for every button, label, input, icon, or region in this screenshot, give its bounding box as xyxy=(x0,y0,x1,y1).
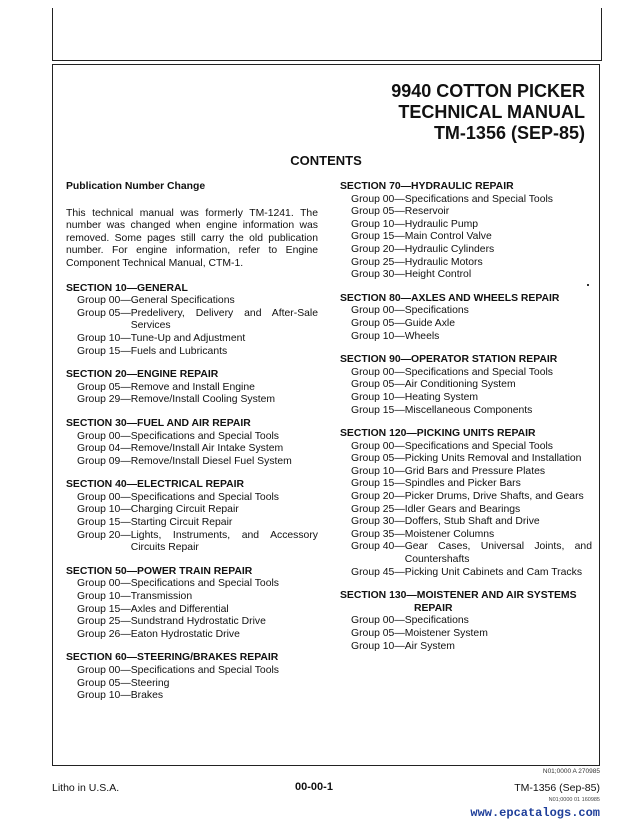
group-label: Group 15— xyxy=(351,404,405,416)
group-label: Group 25— xyxy=(351,256,405,268)
group-entry xyxy=(66,308,318,333)
right-column xyxy=(340,181,592,664)
group-entry xyxy=(66,443,318,456)
section-title: SECTION 120—PICKING UNITS REPAIR xyxy=(340,428,536,440)
group-title: Grid Bars and Pressure Plates xyxy=(404,465,546,477)
group-title: Axles and Differential xyxy=(130,603,229,615)
group-entry xyxy=(340,257,592,270)
group-label: Group 00— xyxy=(351,366,405,378)
group-label: Group 00— xyxy=(77,295,131,307)
group-title: Charging Circuit Repair xyxy=(130,504,239,516)
group-entry xyxy=(340,615,592,628)
group-title: Lights, Instruments, and Accessory Circuits Repair xyxy=(130,529,318,554)
group-label: Group 05— xyxy=(351,317,405,329)
group-label: Group 15— xyxy=(351,231,405,243)
section-title: SECTION 20—ENGINE REPAIR xyxy=(66,369,219,381)
group-label: Group 10— xyxy=(77,591,131,603)
group-title: Specifications and Special Tools xyxy=(130,578,279,590)
group-title: Sundstrand Hydrostatic Drive xyxy=(130,616,266,628)
group-title: General Specifications xyxy=(130,295,235,307)
header-frame xyxy=(52,8,602,61)
group-title: Moistener System xyxy=(404,628,488,639)
group-title: Steering xyxy=(130,677,170,689)
group-title: Gear Cases, Universal Joints, and Countershafts xyxy=(404,541,592,566)
section-block xyxy=(66,283,318,359)
section-block xyxy=(66,418,318,468)
group-entry xyxy=(340,541,592,566)
group-entry xyxy=(340,269,592,282)
group-label: Group 00— xyxy=(77,665,131,676)
group-label: Group 05— xyxy=(77,381,131,393)
footer-code: N01;0000 A 270985 xyxy=(542,768,600,775)
group-label: Group 05— xyxy=(351,453,405,465)
group-label: Group 04— xyxy=(77,443,131,455)
section-title-continued: REPAIR xyxy=(414,602,453,614)
group-label: Group 15— xyxy=(351,478,405,490)
group-title: Remove/Install Cooling System xyxy=(130,394,276,406)
group-title: Specifications xyxy=(404,305,469,317)
group-title: Specifications and Special Tools xyxy=(130,491,279,503)
section-title: SECTION 40—ELECTRICAL REPAIR xyxy=(66,479,245,491)
group-title: Idler Gears and Bearings xyxy=(404,503,521,515)
group-label: Group 10— xyxy=(351,391,405,403)
group-title: Specifications and Special Tools xyxy=(404,440,553,452)
group-entry xyxy=(66,431,318,444)
group-entry xyxy=(340,206,592,219)
group-title: Wheels xyxy=(404,330,440,342)
group-title: Specifications and Special Tools xyxy=(404,193,553,205)
group-title: Guide Axle xyxy=(404,317,455,329)
group-label: Group 10— xyxy=(351,465,405,477)
section-title: SECTION 130—MOISTENER AND AIR SYSTEMS xyxy=(340,590,577,602)
group-label: Group 20— xyxy=(351,491,405,503)
group-entry xyxy=(66,578,318,591)
section-title: SECTION 80—AXLES AND WHEELS REPAIR xyxy=(340,292,560,304)
group-label: Group 30— xyxy=(351,516,405,528)
group-title: Eaton Hydrostatic Drive xyxy=(130,628,240,640)
section-block xyxy=(340,354,592,417)
group-label: Group 00— xyxy=(77,578,131,590)
group-title: Remove/Install Air Intake System xyxy=(130,443,284,455)
group-entry xyxy=(66,295,318,308)
group-entry xyxy=(66,629,318,642)
title-line-1: 9940 COTTON PICKER xyxy=(391,81,585,101)
group-entry xyxy=(66,517,318,530)
group-label: Group 09— xyxy=(77,455,131,467)
group-label: Group 10— xyxy=(77,690,131,702)
section-title: SECTION 90—OPERATOR STATION REPAIR xyxy=(340,354,558,366)
group-label: Group 29— xyxy=(77,394,131,406)
group-entry xyxy=(340,491,592,504)
section-block xyxy=(340,293,592,343)
group-label: Group 00— xyxy=(351,615,405,627)
group-entry xyxy=(66,530,318,555)
group-entry xyxy=(66,394,318,407)
group-label: Group 05— xyxy=(351,628,405,639)
group-entry xyxy=(340,367,592,380)
group-entry xyxy=(66,492,318,505)
group-label: Group 20— xyxy=(351,243,405,255)
group-entry xyxy=(66,456,318,469)
group-entry xyxy=(66,604,318,617)
group-entry xyxy=(340,244,592,257)
group-entry xyxy=(340,478,592,491)
group-label: Group 45— xyxy=(351,566,405,578)
group-title: Predelivery, Delivery and After-Sale Services xyxy=(130,307,318,332)
group-entry xyxy=(340,231,592,244)
group-title: Specifications xyxy=(404,615,469,627)
group-entry xyxy=(66,678,318,691)
contents-heading: CONTENTS xyxy=(290,153,362,168)
group-label: Group 15— xyxy=(77,603,131,615)
group-label: Group 35— xyxy=(351,528,405,540)
group-entry xyxy=(340,331,592,344)
group-entry xyxy=(66,616,318,629)
section-block xyxy=(66,479,318,555)
group-title: Starting Circuit Repair xyxy=(130,517,233,529)
footer-tiny-code: N01;0000 01 160985 xyxy=(548,797,600,803)
group-entry xyxy=(66,333,318,346)
group-title: Miscellaneous Components xyxy=(404,404,533,416)
group-title: Specifications and Special Tools xyxy=(404,366,553,378)
right-sections xyxy=(340,181,592,653)
group-entry xyxy=(66,591,318,604)
group-title: Hydraulic Pump xyxy=(404,218,479,230)
group-title: Picker Drums, Drive Shafts, and Gears xyxy=(404,491,584,503)
group-label: Group 25— xyxy=(351,503,405,515)
group-title: Fuels and Lubricants xyxy=(130,345,228,357)
group-label: Group 10— xyxy=(77,332,131,344)
section-title: SECTION 30—FUEL AND AIR REPAIR xyxy=(66,417,251,429)
group-label: Group 00— xyxy=(351,193,405,205)
group-entry xyxy=(340,504,592,517)
section-title: SECTION 60—STEERING/BRAKES REPAIR xyxy=(66,652,279,664)
group-entry xyxy=(340,628,592,641)
page-number: 00-00-1 xyxy=(295,781,333,793)
page-frame xyxy=(52,64,600,766)
group-title: Brakes xyxy=(130,690,164,702)
group-label: Group 40— xyxy=(351,541,405,553)
manual-title xyxy=(391,81,585,144)
group-label: Group 05— xyxy=(351,379,405,391)
group-label: Group 30— xyxy=(351,269,405,281)
publication-heading: Publication Number Change xyxy=(66,181,206,192)
group-label: Group 10— xyxy=(77,504,131,516)
group-entry xyxy=(340,453,592,466)
footer-manual-id: TM-1356 (Sep-85) xyxy=(514,782,600,794)
section-block xyxy=(340,590,592,653)
group-entry xyxy=(340,379,592,392)
group-label: Group 10— xyxy=(351,640,405,652)
group-entry xyxy=(340,318,592,331)
section-title: SECTION 10—GENERAL xyxy=(66,282,188,294)
section-title: SECTION 50—POWER TRAIN REPAIR xyxy=(66,565,253,577)
group-entry xyxy=(340,466,592,479)
group-title: Remove and Install Engine xyxy=(130,381,255,393)
group-title: Doffers, Stub Shaft and Drive xyxy=(404,516,540,528)
group-entry xyxy=(340,567,592,580)
group-entry xyxy=(340,405,592,418)
group-label: Group 05— xyxy=(351,206,405,218)
group-title: Transmission xyxy=(130,591,193,603)
title-line-2: TECHNICAL MANUAL xyxy=(398,102,585,122)
stray-mark xyxy=(587,284,589,286)
footer-litho: Litho in U.S.A. xyxy=(52,782,120,794)
group-label: Group 10— xyxy=(351,218,405,230)
group-entry xyxy=(340,516,592,529)
group-title: Picking Unit Cabinets and Cam Tracks xyxy=(404,566,583,578)
publication-text: This technical manual was formerly TM-1241. The number was changed when engine information was removed. Some pages still carry the old publication number. For engine information, refer to Engine Component Technical Manual, CTM-1. xyxy=(66,207,318,269)
group-label: Group 05— xyxy=(77,677,131,689)
group-title: Hydraulic Cylinders xyxy=(404,243,495,255)
group-title: Main Control Valve xyxy=(404,231,492,243)
group-label: Group 25— xyxy=(77,616,131,628)
section-block xyxy=(340,181,592,282)
group-label: Group 15— xyxy=(77,345,131,357)
group-entry xyxy=(340,641,592,654)
section-title: SECTION 70—HYDRAULIC REPAIR xyxy=(340,181,514,192)
group-label: Group 10— xyxy=(351,330,405,342)
group-entry xyxy=(66,346,318,359)
left-sections xyxy=(66,283,318,703)
section-block xyxy=(66,566,318,642)
group-entry xyxy=(340,441,592,454)
group-title: Hydraulic Motors xyxy=(404,256,483,268)
group-entry xyxy=(340,219,592,232)
left-column xyxy=(66,181,318,714)
group-entry xyxy=(66,504,318,517)
group-title: Reservoir xyxy=(404,206,450,218)
section-block xyxy=(66,652,318,702)
group-title: Height Control xyxy=(404,269,472,281)
group-title: Specifications and Special Tools xyxy=(130,430,279,442)
group-entry xyxy=(340,194,592,207)
group-entry xyxy=(340,305,592,318)
group-label: Group 00— xyxy=(351,305,405,317)
group-entry xyxy=(66,690,318,703)
group-label: Group 00— xyxy=(351,440,405,452)
group-entry xyxy=(66,382,318,395)
title-line-3: TM-1356 (SEP-85) xyxy=(433,123,585,143)
group-title: Moistener Columns xyxy=(404,528,495,540)
group-title: Specifications and Special Tools xyxy=(130,665,279,676)
group-entry xyxy=(340,392,592,405)
group-title: Tune-Up and Adjustment xyxy=(130,332,246,344)
group-label: Group 00— xyxy=(77,491,131,503)
watermark-link[interactable]: www.epcatalogs.com xyxy=(470,806,600,820)
group-label: Group 00— xyxy=(77,430,131,442)
group-title: Air Conditioning System xyxy=(404,379,516,391)
group-entry xyxy=(340,529,592,542)
group-title: Picking Units Removal and Installation xyxy=(404,453,582,465)
group-entry xyxy=(66,665,318,678)
group-title: Air System xyxy=(404,640,455,652)
group-label: Group 26— xyxy=(77,628,131,640)
group-label: Group 05— xyxy=(77,307,131,319)
section-block xyxy=(340,428,592,579)
group-title: Spindles and Picker Bars xyxy=(404,478,521,490)
group-title: Heating System xyxy=(404,391,479,403)
group-label: Group 20— xyxy=(77,529,131,541)
group-label: Group 15— xyxy=(77,517,131,529)
group-title: Remove/Install Diesel Fuel System xyxy=(130,455,292,467)
section-block xyxy=(66,369,318,407)
